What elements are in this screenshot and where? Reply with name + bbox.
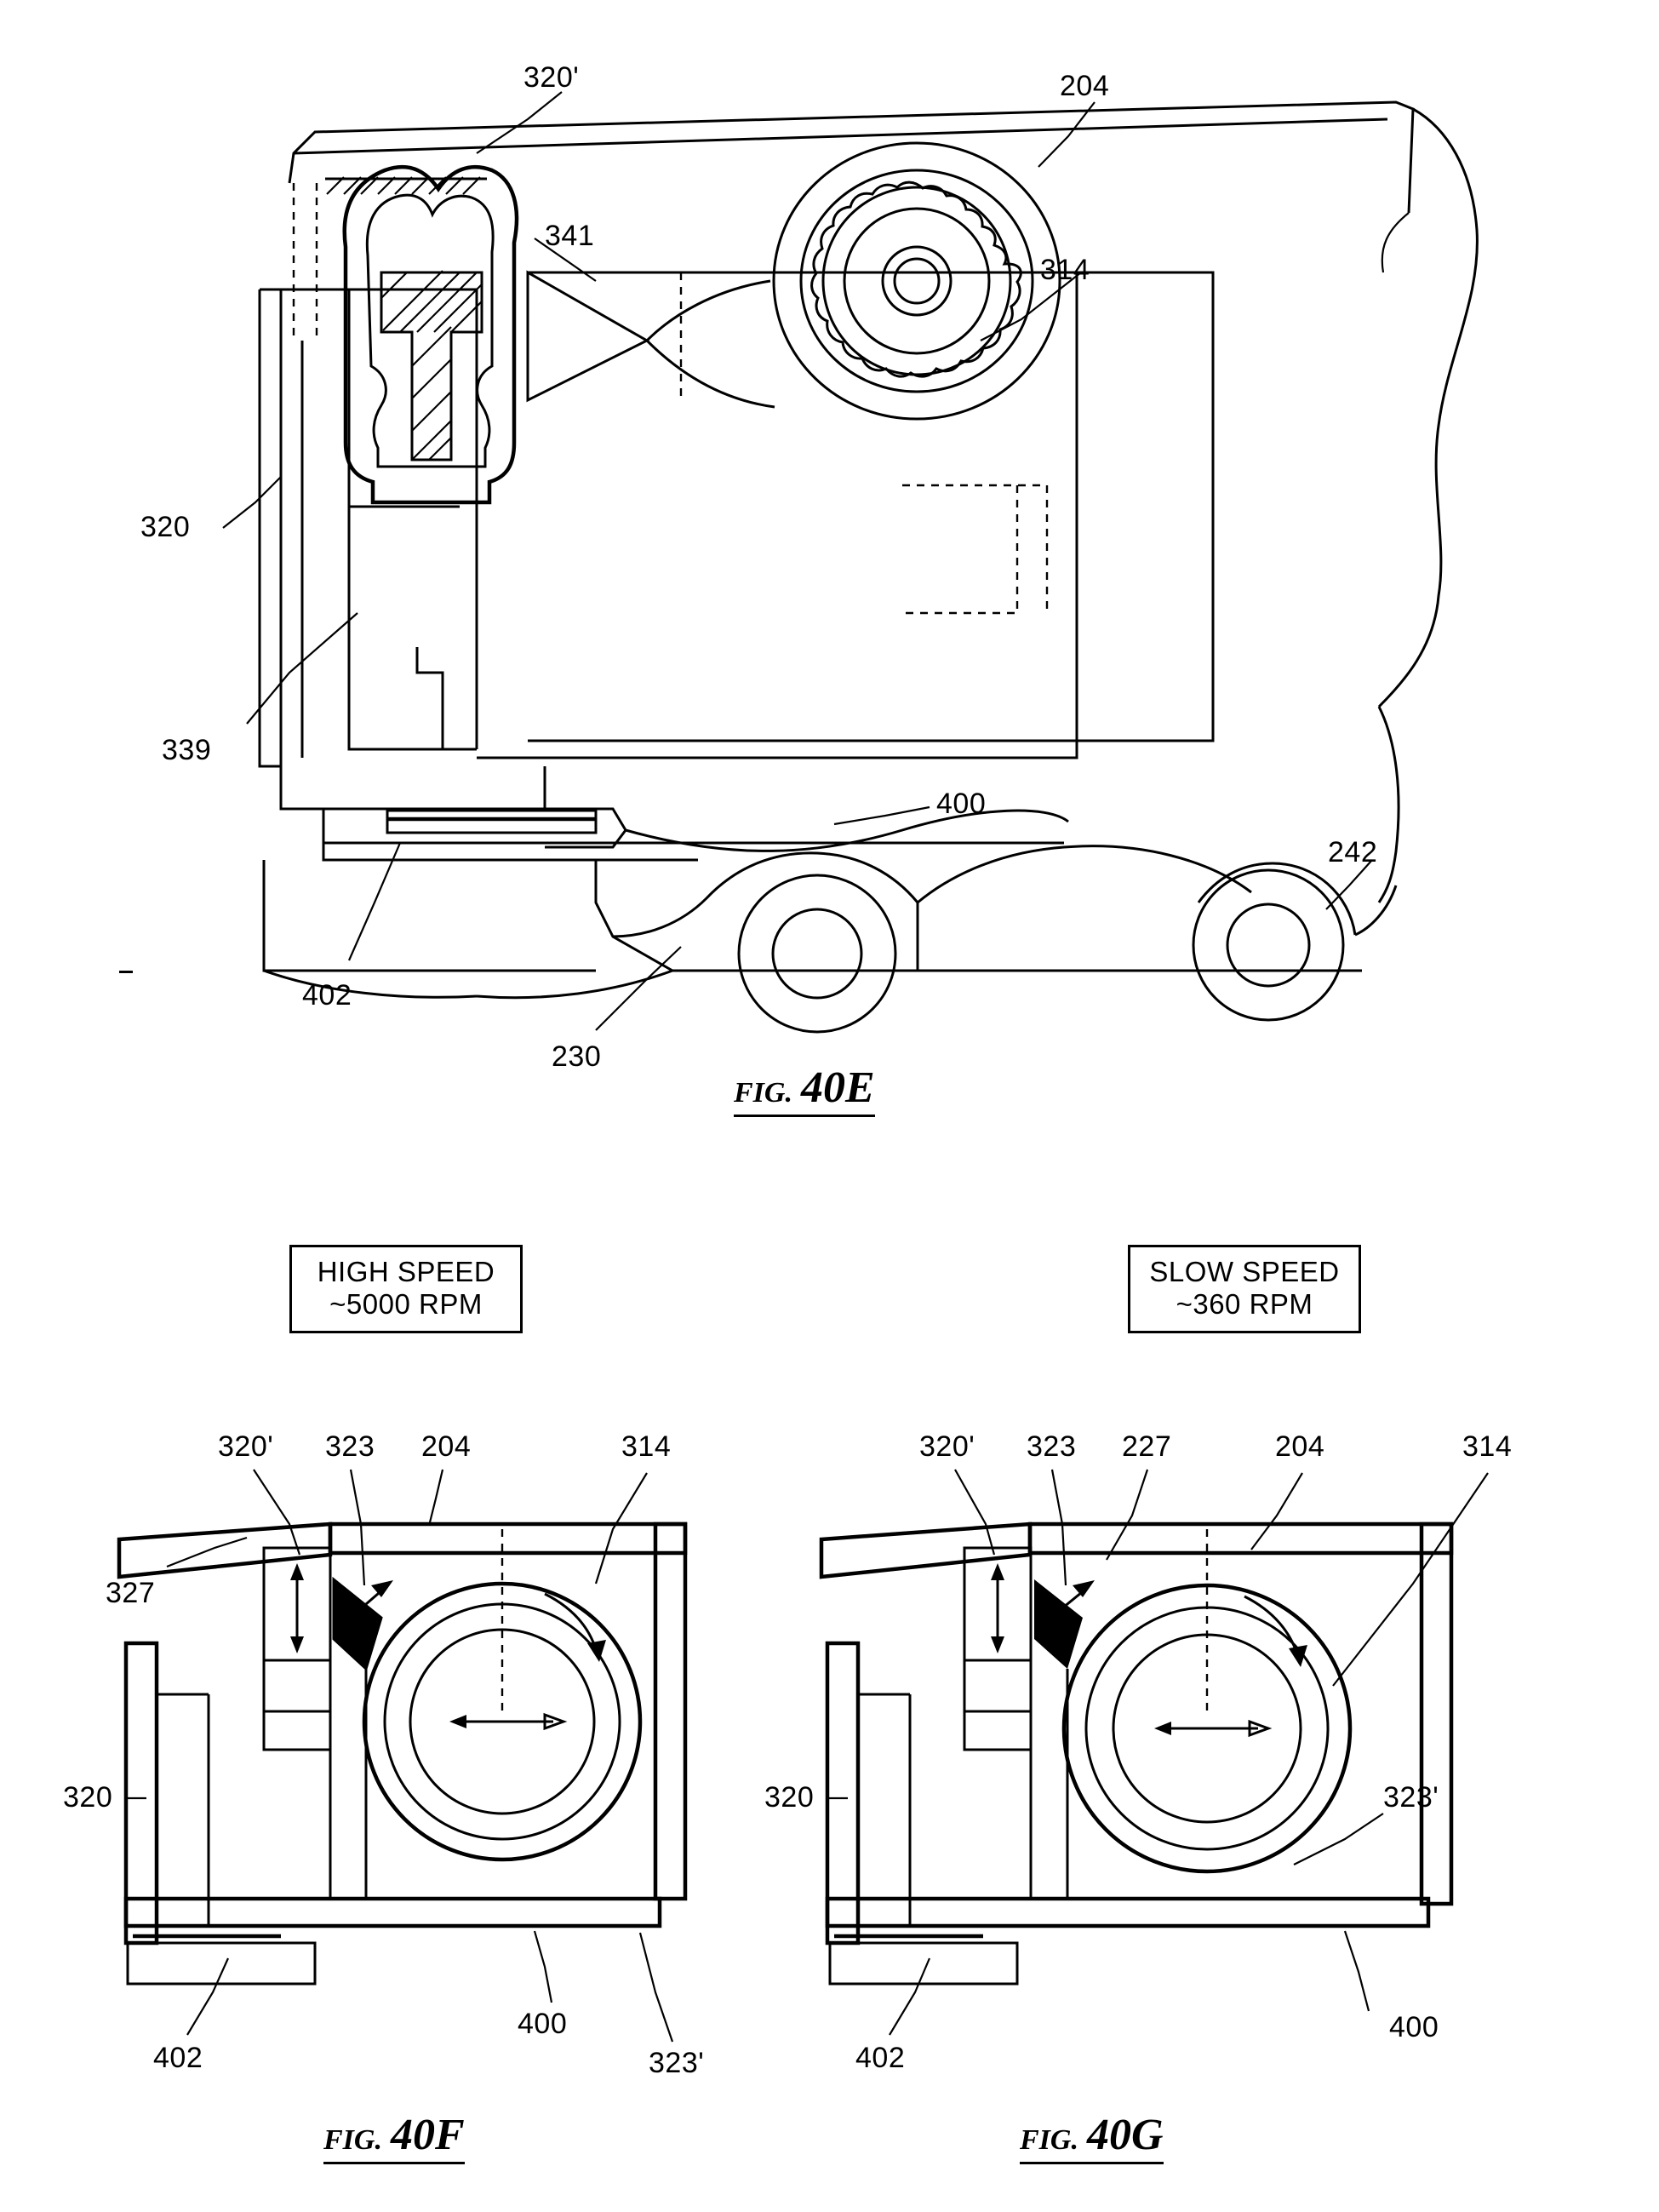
ref-204-40f: 204 — [421, 1430, 472, 1463]
ref-320-40g: 320 — [764, 1781, 815, 1814]
fig-40f-caption-number: 40F — [390, 2111, 465, 2159]
ref-320-40e: 320 — [140, 511, 191, 543]
ref-320-40f: 320 — [63, 1781, 113, 1814]
fig-40g-caption-number: 40G — [1086, 2111, 1164, 2159]
ref-314-40f: 314 — [621, 1430, 672, 1463]
ref-320-prime-40f: 320' — [218, 1430, 274, 1463]
ref-323-40f: 323 — [325, 1430, 375, 1463]
ref-320-prime-40g: 320' — [919, 1430, 975, 1463]
ref-314-40g: 314 — [1462, 1430, 1513, 1463]
ref-323-40g: 323 — [1027, 1430, 1077, 1463]
fig-40g-caption-prefix: FIG. — [1020, 2124, 1078, 2156]
margin-tick-mark — [119, 971, 133, 973]
ref-400-40e: 400 — [936, 788, 987, 820]
ref-339-40e: 339 — [162, 734, 212, 766]
fig-40e-caption-prefix: FIG. — [734, 1077, 792, 1109]
ref-323-prime-40g: 323' — [1383, 1781, 1439, 1814]
fig-40g-speed-line1: SLOW SPEED — [1149, 1256, 1340, 1287]
ref-204-40g: 204 — [1275, 1430, 1325, 1463]
fig-40e-caption-number: 40E — [800, 1063, 875, 1112]
ref-323-prime-40f: 323' — [649, 2047, 705, 2079]
ref-314-40e: 314 — [1040, 254, 1090, 286]
fig-40g-caption — [1020, 2110, 1164, 2164]
ref-341-40e: 341 — [545, 220, 595, 252]
fig-40f-speed-line2: ~5000 RPM — [329, 1287, 483, 1320]
ref-402-40g: 402 — [855, 2042, 906, 2074]
fig-40f-caption-prefix: FIG. — [323, 2124, 382, 2156]
ref-402-40e: 402 — [302, 979, 352, 1011]
fig-40f-speed-line1: HIGH SPEED — [317, 1256, 495, 1287]
ref-227-40g: 227 — [1122, 1430, 1172, 1463]
fig-40g-speed-line2: ~360 RPM — [1176, 1287, 1313, 1320]
ref-400-40g: 400 — [1389, 2011, 1439, 2043]
ref-242-40e: 242 — [1328, 836, 1378, 868]
ref-320-prime-40e: 320' — [523, 61, 580, 94]
ref-204-40e: 204 — [1060, 70, 1110, 102]
ref-402-40f: 402 — [153, 2042, 203, 2074]
ref-400-40f: 400 — [518, 2008, 568, 2040]
ref-230-40e: 230 — [552, 1040, 602, 1073]
ref-327-40f: 327 — [106, 1577, 156, 1609]
